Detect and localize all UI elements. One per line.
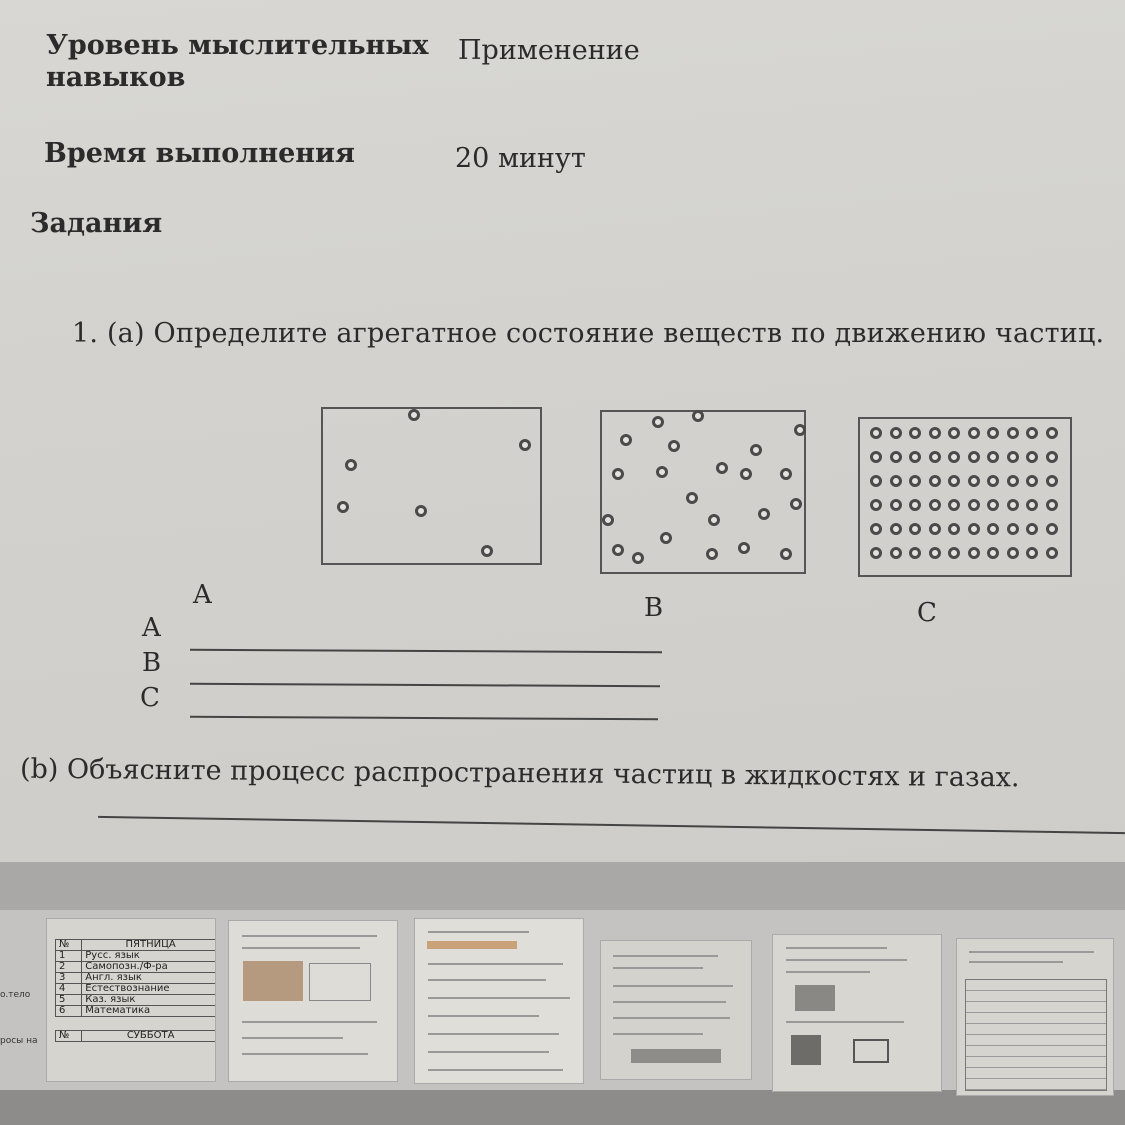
particle [656, 466, 668, 478]
particle [519, 439, 531, 451]
particle [968, 547, 980, 559]
thumb-line [428, 1015, 539, 1017]
answer-line-c[interactable] [190, 716, 658, 720]
thumb-line [969, 951, 1094, 953]
thumb-line [613, 955, 718, 957]
box-label-b: B [644, 593, 664, 623]
particle [909, 475, 921, 487]
timetable-spacer [82, 1017, 216, 1031]
particle [987, 499, 999, 511]
tasks-heading: Задания [30, 208, 163, 239]
timetable-row-num: 3 [56, 973, 82, 984]
thumb-line [969, 961, 1063, 963]
particle [929, 475, 941, 487]
particle [632, 552, 644, 564]
thumb-line [786, 971, 870, 973]
timetable-row-subject: Англ. язык [82, 973, 216, 984]
skill-level-label-line2: навыков [46, 62, 186, 93]
thumbnail-worksheet-3[interactable] [414, 918, 584, 1084]
answer-line-a[interactable] [190, 649, 662, 653]
thumb-block [631, 1049, 721, 1063]
particle [1007, 523, 1019, 535]
timetable-row-subject: Математика [82, 1006, 216, 1017]
particle [716, 462, 728, 474]
particle [660, 532, 672, 544]
timetable-row-subject: Самопозн./Ф-ра [82, 962, 216, 973]
timetable-row-subject: Каз. язык [82, 995, 216, 1006]
timetable-header-num: № [56, 940, 82, 951]
particle [890, 523, 902, 535]
particle-box-a [321, 407, 542, 565]
timetable-footer-day: СУББОТА [82, 1031, 216, 1042]
particle [890, 427, 902, 439]
particle [948, 475, 960, 487]
particle [929, 427, 941, 439]
answer-line-question-2[interactable] [98, 816, 1125, 834]
particle [909, 427, 921, 439]
question-1-text: 1. (а) Определите агрегатное состояние веществ по движению частиц. [72, 318, 1105, 349]
answer-line-b[interactable] [190, 683, 660, 687]
particle [740, 468, 752, 480]
particle [758, 508, 770, 520]
particle [1007, 499, 1019, 511]
particle [948, 451, 960, 463]
particle [708, 514, 720, 526]
particle-box-c [858, 417, 1072, 577]
thumb-line [242, 1037, 343, 1039]
particle [415, 505, 427, 517]
particle [612, 544, 624, 556]
particle [870, 451, 882, 463]
thumb-figure [243, 961, 303, 1001]
particle [948, 427, 960, 439]
thumbnail-worksheet-6[interactable] [956, 938, 1114, 1096]
answer-label-c: C [140, 683, 160, 713]
particle [870, 523, 882, 535]
thumb-grid [309, 963, 371, 1001]
thumb-line [428, 997, 569, 999]
particle [1007, 475, 1019, 487]
particle [1007, 427, 1019, 439]
particle [780, 548, 792, 560]
particle [1046, 499, 1058, 511]
thumb-line [786, 947, 887, 949]
particle [870, 547, 882, 559]
particle [987, 547, 999, 559]
particle [1026, 547, 1038, 559]
thumb-line [613, 1017, 730, 1019]
timetable-footer-num: № [56, 1031, 82, 1042]
thumb-highlight [427, 941, 517, 949]
timetable-header-day: ПЯТНИЦА [82, 940, 216, 951]
particle [686, 492, 698, 504]
particle [909, 547, 921, 559]
particle [738, 542, 750, 554]
particle [909, 451, 921, 463]
timetable-row-subject: Русс. язык [82, 951, 216, 962]
timetable [55, 939, 216, 1042]
particle [987, 451, 999, 463]
particle [780, 468, 792, 480]
particle [890, 475, 902, 487]
thumb-image [791, 1035, 821, 1065]
thumb-table [965, 979, 1107, 1091]
particle [948, 499, 960, 511]
thumb-line [613, 985, 733, 987]
thumb-line [428, 1051, 549, 1053]
particle [1046, 451, 1058, 463]
particle [652, 416, 664, 428]
particle [750, 444, 762, 456]
particle [706, 548, 718, 560]
particle [1026, 499, 1038, 511]
particle [870, 499, 882, 511]
particle [929, 547, 941, 559]
particle [1026, 427, 1038, 439]
particle [987, 523, 999, 535]
thumb-line [242, 1053, 368, 1055]
answer-label-a: A [142, 613, 161, 643]
particle [968, 427, 980, 439]
particle [692, 410, 704, 422]
particle [1046, 547, 1058, 559]
particle [929, 451, 941, 463]
answer-label-b: B [142, 648, 162, 678]
particle [890, 547, 902, 559]
time-value: 20 минут [455, 143, 586, 174]
question-2-text: (b) Объясните процесс распространения частиц в жидкостях и газах. [19, 753, 1020, 794]
particle [1026, 475, 1038, 487]
particle [929, 523, 941, 535]
thumb-line [428, 963, 562, 965]
particle [481, 545, 493, 557]
timetable-row-num: 5 [56, 995, 82, 1006]
particle [929, 499, 941, 511]
thumb-line [242, 947, 360, 949]
strip-top-band [0, 862, 1125, 910]
timetable-row-num: 1 [56, 951, 82, 962]
particle [408, 409, 420, 421]
timetable-spacer [56, 1017, 82, 1031]
left-label-1: o.тело [0, 990, 31, 1000]
particle [948, 547, 960, 559]
timetable-row-num: 4 [56, 984, 82, 995]
thumbnail-worksheet-4[interactable] [600, 940, 752, 1080]
thumb-line [613, 1033, 703, 1035]
particle [612, 468, 624, 480]
particle [987, 475, 999, 487]
particle [909, 523, 921, 535]
particle [968, 451, 980, 463]
thumb-line [613, 967, 703, 969]
particle [968, 499, 980, 511]
thumb-image [795, 985, 835, 1011]
particle [668, 440, 680, 452]
timetable-row-num: 2 [56, 962, 82, 973]
particle [1007, 451, 1019, 463]
thumbnail-worksheet-2[interactable] [228, 920, 398, 1082]
particle [1046, 427, 1058, 439]
particle [620, 434, 632, 446]
skill-level-label-line1: Уровень мыслительных [46, 30, 429, 61]
thumb-line [428, 979, 546, 981]
thumb-line [428, 1033, 559, 1035]
particle [1026, 523, 1038, 535]
thumb-line [428, 931, 529, 933]
box-label-c: C [917, 598, 937, 628]
thumbnail-timetable[interactable] [46, 918, 216, 1082]
thumb-line [786, 1021, 904, 1023]
particle-box-b [600, 410, 806, 574]
particle [345, 459, 357, 471]
box-label-a: A [193, 580, 212, 610]
thumb-line [613, 1001, 726, 1003]
particle [987, 427, 999, 439]
time-label: Время выполнения [44, 138, 355, 169]
timetable-row-num: 6 [56, 1006, 82, 1017]
particle [909, 499, 921, 511]
particle [1026, 451, 1038, 463]
particle [890, 451, 902, 463]
thumb-line [786, 959, 907, 961]
particle [794, 424, 806, 436]
thumb-line [242, 935, 376, 937]
particle [968, 475, 980, 487]
thumb-image [853, 1039, 889, 1063]
particle [870, 475, 882, 487]
particle [870, 427, 882, 439]
particle [1046, 475, 1058, 487]
thumb-line [242, 1021, 376, 1023]
particle [968, 523, 980, 535]
thumbnail-worksheet-5[interactable] [772, 934, 942, 1092]
timetable-row-subject: Естествознание [82, 984, 216, 995]
skill-level-value: Применение [458, 35, 640, 66]
particle [948, 523, 960, 535]
thumb-line [428, 1069, 562, 1071]
particle [1007, 547, 1019, 559]
particle [337, 501, 349, 513]
left-label-2: росы на [0, 1036, 38, 1046]
particle [790, 498, 802, 510]
particle [1046, 523, 1058, 535]
particle [890, 499, 902, 511]
particle [602, 514, 614, 526]
